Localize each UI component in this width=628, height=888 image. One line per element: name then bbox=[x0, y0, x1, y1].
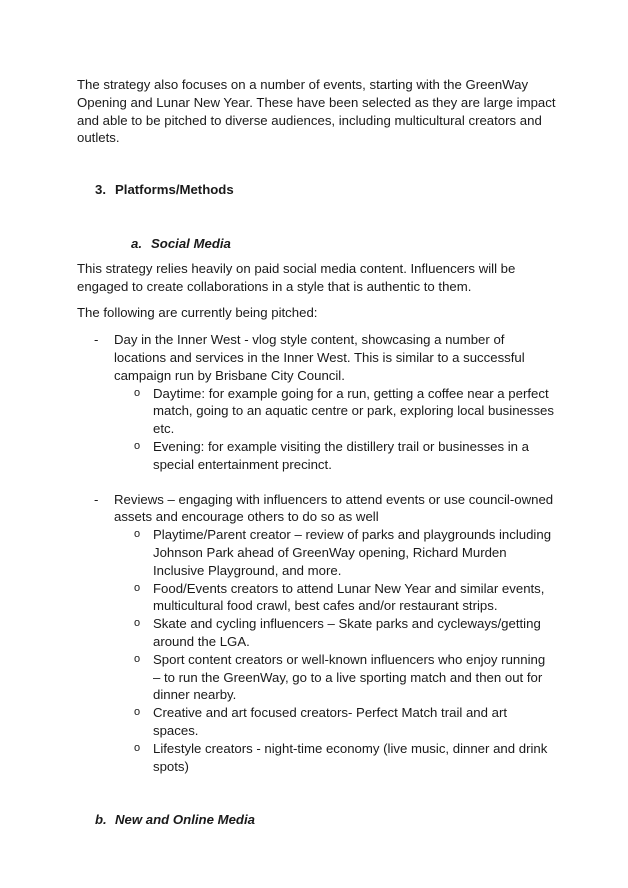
heading-number: a. bbox=[131, 235, 142, 251]
sub-item-text: Creative and art focused creators- Perfect Match trail and art spaces. bbox=[153, 705, 508, 738]
subheading-social-media bbox=[131, 235, 628, 253]
list-item-text: Day in the Inner West - vlog style content, showcasing a number of locations and services in the Inner West. This is similar to a successful campaign run by Brisbane City Council. bbox=[114, 332, 525, 383]
sub-item-text: Skate and cycling influencers – Skate parks and cycleways/getting around the LGA. bbox=[153, 616, 541, 649]
sub-list-item bbox=[134, 740, 554, 776]
sub-item-text: Lifestyle creators - night-time economy (live music, dinner and drink spots) bbox=[153, 740, 548, 774]
sub-item-text: Playtime/Parent creator – review of parks and playgrounds including Johnson Park ahead of GreenWay opening, Richard Murden Inclusive Playground, and more. bbox=[153, 527, 552, 578]
dash-bullet: - bbox=[94, 491, 99, 507]
circle-bullet: o bbox=[134, 439, 141, 452]
circle-bullet: o bbox=[134, 617, 141, 630]
sub-item-text: Food/Events creators to attend Lunar New Year and similar events, multicultural food crawl, best cafes and/or restaurant strips. bbox=[153, 580, 545, 614]
sub-item-text: Daytime: for example going for a run, getting a coffee near a perfect match, going to an aquatic centre or park, exploring local businesses etc. bbox=[153, 385, 554, 437]
sub-list-item bbox=[134, 385, 554, 438]
list-item bbox=[94, 491, 559, 527]
sub-list-item bbox=[134, 651, 554, 704]
intro-paragraph: The strategy also focuses on a number of events, starting with the GreenWay Opening and Lunar New Year. These have been selected as they are large impact and able to be pitched to diverse audiences, including multicultural creators and outlets. bbox=[77, 77, 556, 146]
pitched-intro: The following are currently being pitched: bbox=[77, 305, 318, 321]
heading-title: New and Online Media bbox=[115, 812, 255, 828]
circle-bullet: o bbox=[134, 581, 141, 594]
circle-bullet: o bbox=[134, 741, 141, 754]
social-media-paragraph: This strategy relies heavily on paid social media content. Influencers will be engaged to create collaborations in a style that is authentic to them. bbox=[77, 260, 516, 294]
heading-number: 3. bbox=[95, 182, 106, 198]
sub-list-item bbox=[134, 704, 554, 740]
sub-list-item bbox=[134, 526, 554, 579]
sub-list-item bbox=[134, 438, 554, 474]
section-heading-platforms bbox=[95, 181, 628, 199]
subheading-new-online-media bbox=[95, 811, 628, 829]
heading-title: Social Media bbox=[151, 235, 231, 251]
sub-list-item bbox=[134, 580, 554, 616]
circle-bullet: o bbox=[134, 528, 141, 541]
sub-list-item bbox=[134, 615, 554, 651]
circle-bullet: o bbox=[134, 652, 141, 665]
list-item-text: Reviews – engaging with influencers to attend events or use council-owned assets and encourage others to do so as well bbox=[114, 491, 554, 525]
sub-item-text: Sport content creators or well-known influencers who enjoy running – to run the GreenWay, go to a live sporting match and then out for dinner nearby. bbox=[153, 651, 546, 703]
heading-title: Platforms/Methods bbox=[115, 182, 234, 198]
list-item bbox=[94, 331, 559, 384]
sub-item-text: Evening: for example visiting the distillery trail or businesses in a special entertainment precinct. bbox=[153, 438, 530, 472]
heading-number: b. bbox=[95, 812, 107, 828]
circle-bullet: o bbox=[134, 386, 141, 399]
circle-bullet: o bbox=[134, 706, 141, 719]
dash-bullet: - bbox=[94, 332, 99, 348]
